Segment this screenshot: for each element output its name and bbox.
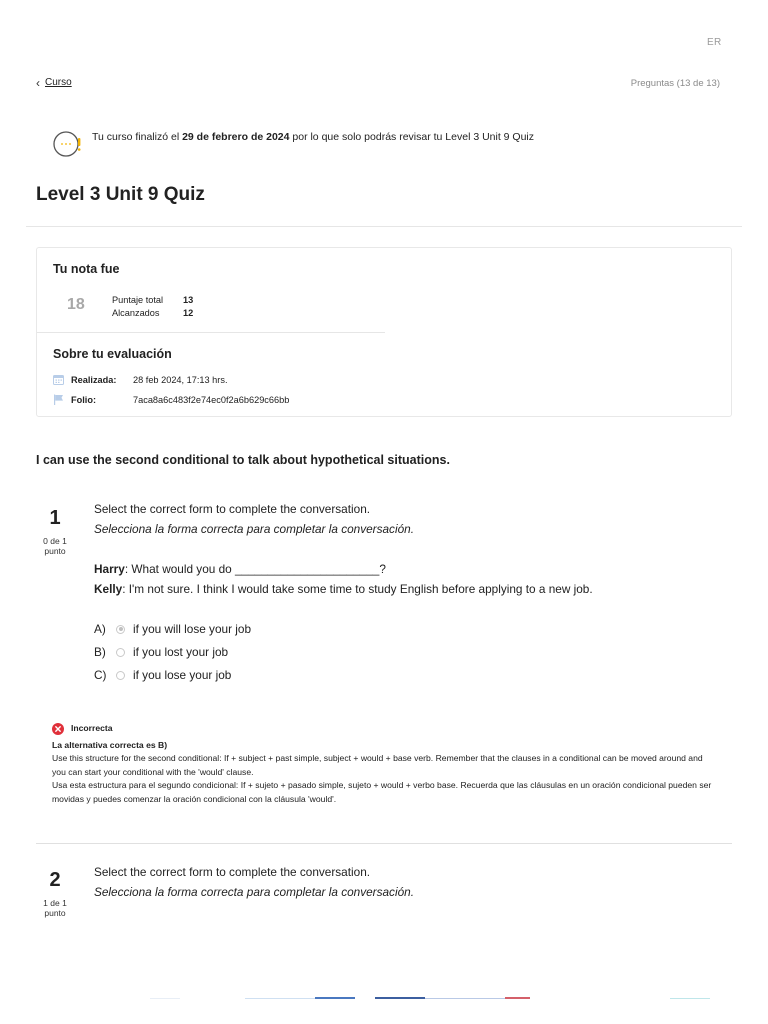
total-value: 13 [183,294,194,305]
option-c[interactable] [94,668,231,682]
question-1-feedback [52,722,712,806]
option-text: if you lose your job [133,668,232,682]
question-points-line2: punto [44,546,66,556]
question-1-prompt [94,499,414,539]
question-progress: Preguntas (13 de 13) [630,78,720,89]
speaker-harry: Harry [94,562,125,576]
page-title: Level 3 Unit 9 Quiz [36,184,205,205]
radio-icon[interactable] [116,648,125,657]
question-points-line2: punto [44,908,66,918]
option-b[interactable] [94,645,228,659]
evaluation-date-row [53,374,228,385]
grade-stats [112,293,193,319]
correct-answer: La alternativa correcta es B) [52,739,168,750]
prompt-spanish: Selecciona la forma correcta para completar la conversación. [94,522,414,536]
error-x-icon [52,723,64,735]
explanation-spanish: Usa esta estructura para el segundo condicional: If + sujeto + pasado simple, sujeto + would + verbo base. Recuerda que las cláusulas en un oración condicional pueden ser movidas y puedes comenzar la oración condicional con la cláusula 'would'. [52,780,712,804]
back-to-course-link[interactable] [36,77,72,88]
option-letter: B) [94,645,106,659]
option-letter: A) [94,622,106,636]
grade-card [36,247,732,417]
reached-value: 12 [183,307,194,318]
chevron-left-icon: ‹ [36,75,40,90]
question-points-line1: 1 de 1 [43,898,67,908]
prompt-spanish: Selecciona la forma correcta para completar la conversación. [94,885,414,899]
notice-date: 29 de febrero de 2024 [182,131,290,143]
notice-prefix: Tu curso finalizó el [92,131,183,143]
notice-suffix: por lo que solo podrás revisar tu Level 3 Unit 9 Quiz [289,131,535,143]
feedback-status [52,722,712,736]
speaker-kelly: Kelly [94,582,123,596]
option-a[interactable] [94,622,251,636]
card-divider [37,332,385,333]
total-label: Puntaje total [112,294,164,305]
done-value: 28 feb 2024, 17:13 hrs. [133,374,228,385]
title-divider [26,226,742,227]
question-1-dialogue [94,559,593,599]
feedback-status-text: Incorrecta [71,723,113,733]
reached-label: Alcanzados [112,307,160,318]
explanation-english: Use this structure for the second conditional: If + subject + past simple, subject + would + base verb. Remember that the clauses in a conditional can be moved around and you can start your conditional with the 'would' clause. [52,753,703,777]
evaluation-folio-row [53,394,289,405]
clock-warning-icon [52,130,84,158]
prompt-english: Select the correct form to complete the conversation. [94,502,371,516]
question-2-number [36,869,74,918]
folio-value: 7aca8a6c483f2e74ec0f2a6b629c66bb [133,394,290,405]
prompt-english: Select the correct form to complete the conversation. [94,865,371,879]
dialogue-line-2: : I'm not sure. I think I would take some time to study English before applying to a new job. [122,582,593,596]
course-finished-notice [52,130,534,158]
option-letter: C) [94,668,107,682]
learning-objective: I can use the second conditional to talk about hypothetical situations. [36,453,450,467]
option-text: if you will lose your job [133,622,252,636]
calendar-icon [53,374,64,385]
done-label: Realizada: [71,374,117,385]
radio-selected-icon[interactable] [116,625,125,634]
flag-icon [53,394,64,405]
back-link-label: Curso [45,77,72,88]
grade-score: 18 [67,296,85,313]
question-2-prompt [94,862,414,902]
radio-icon[interactable] [116,671,125,680]
user-avatar[interactable]: ER [707,37,722,48]
question-points-line1: 0 de 1 [43,536,67,546]
folio-label: Folio: [71,394,97,405]
question-number: 2 [49,869,61,891]
option-text: if you lost your job [133,645,229,659]
question-number: 1 [49,507,61,529]
question-divider [36,843,732,844]
dialogue-line-1: : What would you do ______________________? [124,562,386,576]
evaluation-heading: Sobre tu evaluación [53,347,172,361]
question-1-number [36,507,74,556]
image-top-edge [150,997,720,1000]
grade-heading: Tu nota fue [53,262,120,276]
